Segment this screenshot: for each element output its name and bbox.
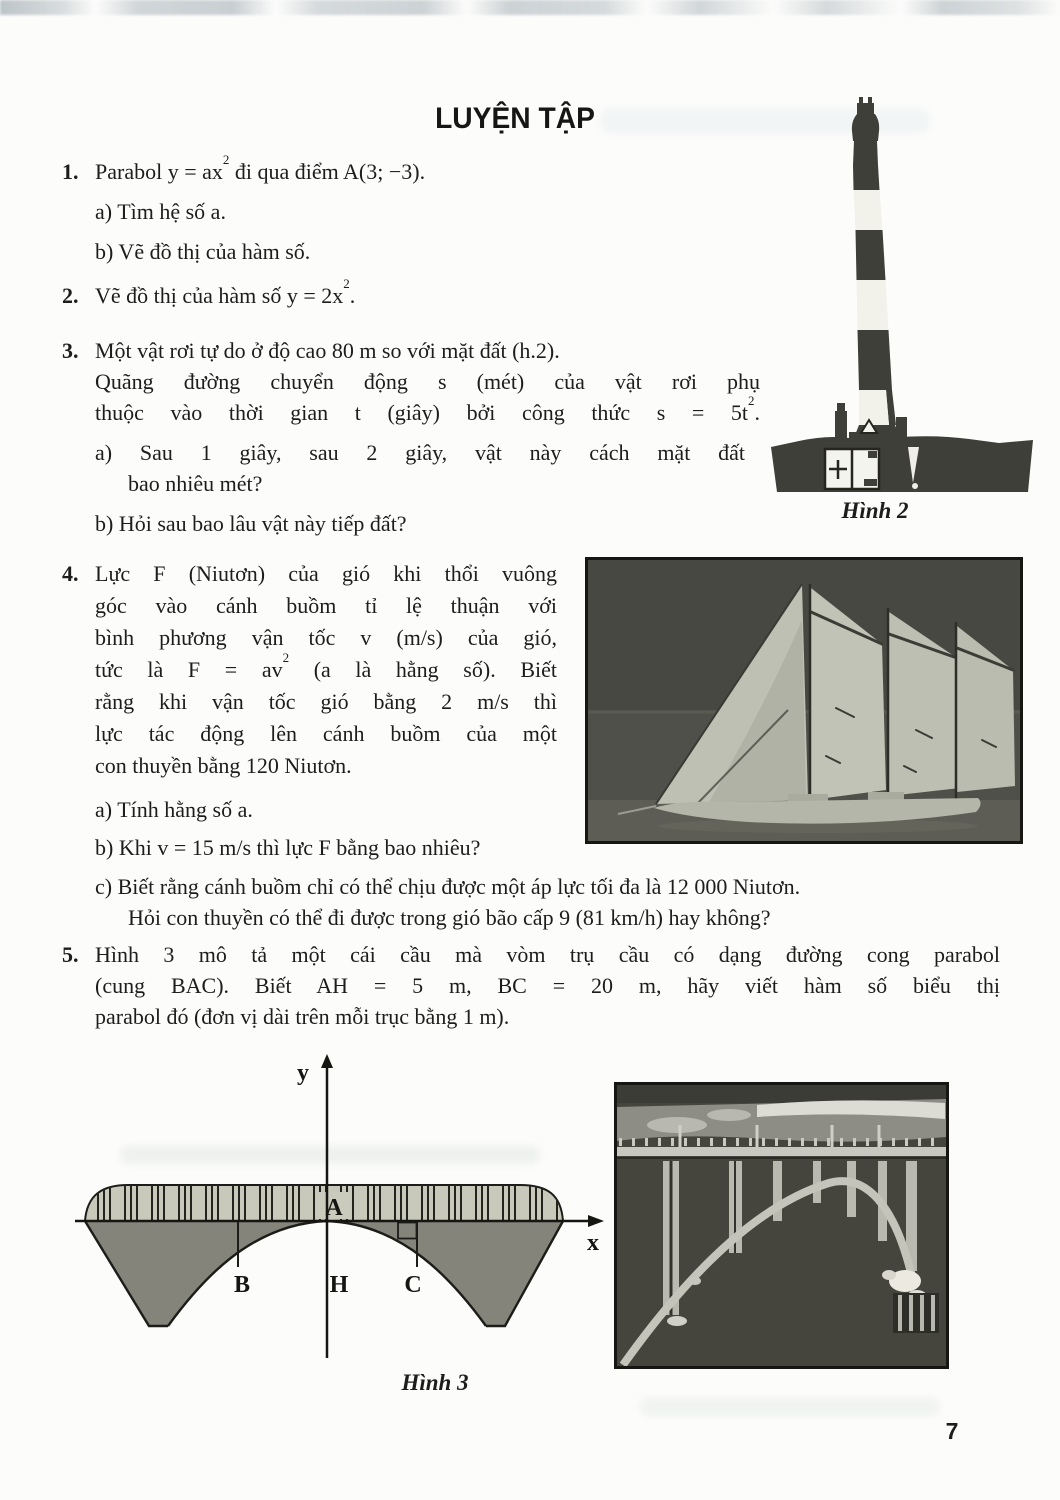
text-line: parabol đó (đơn vị dài trên mỗi trục bằng 1 m). [95,1004,510,1029]
text-line: tức là $F = av^2$ (a là hằng số). Biết [95,649,557,682]
text-line: b) Hỏi sau bao lâu vật này tiếp đất? [95,511,407,536]
point-label-A: A [325,1195,343,1221]
text-line: b) Vẽ đồ thị của hàm số. [95,239,311,264]
text-line: Một vật rơi tự do ở độ cao 80 m so với mặt đất (h.2). [95,338,560,363]
lighthouse-ground [771,432,1033,492]
axis-label-y: y [297,1060,309,1086]
exercise-number: 1. [62,159,79,184]
superscript: 2 [748,392,755,408]
superscript: 2 [282,649,290,665]
figure-lighthouse-illustration [765,95,1040,495]
text-line: bao nhiêu mét? [128,471,263,496]
point-label-C: C [404,1272,422,1298]
text-line: c) Biết rằng cánh buồm chỉ có thể chịu được một áp lực tối đa là 12 000 Niutơn. [95,874,801,899]
page-title: LUYỆN TẬP [435,102,595,135]
exercise-4-item-c [95,871,1002,933]
text-line: Hình 3 mô tả một cái cầu mà vòm trụ cầu có dạng đường cong parabol [95,942,1000,967]
text-line: Hỏi con thuyền có thể đi được trong gió bão cấp 9 (81 km/h) hay không? [128,905,771,930]
exercise-5 [62,939,1002,1032]
text-line: Vẽ đồ thị của hàm số $y = 2x^2$. [95,275,356,308]
figure-3-caption: Hình 3 [401,1370,469,1395]
text-line: a) Sau 1 giây, sau 2 giây, vật này cách mặt đất [95,440,745,465]
axis-label-x: x [587,1230,599,1256]
bleed-smudge [640,1398,940,1416]
text-line: lực tác động lên cánh buồm của một [95,721,557,746]
text-line: góc vào cánh buồm tỉ lệ thuận với [95,593,557,618]
text-line: con thuyền bằng 120 Niutơn. [95,753,352,778]
text-line: Lực F (Niutơn) của gió khi thổi vuông [95,561,557,586]
text-line: thuộc vào thời gian t (giây) bởi công thức $s = 5t^2$. [95,392,760,425]
lighthouse-keeper-house [825,449,879,489]
point-label-H: H [329,1272,349,1298]
superscript: 2 [222,151,230,167]
figure-bridge-photo [614,1082,949,1369]
bleed-smudge [0,0,1060,15]
text-line: Parabol $y = ax^2$ đi qua điểm A(3; −3). [95,151,426,184]
text-line: rằng khi vận tốc gió bằng 2 m/s thì [95,689,557,714]
figure-sailboat-photo [585,557,1023,844]
exercise-number: 3. [62,338,79,363]
exercise-number: 4. [62,561,79,586]
text-line: a) Tính hằng số a. [95,797,253,822]
x-axis-arrow [588,1215,604,1227]
exercise-number: 5. [62,942,79,967]
text-line: a) Tìm hệ số a. [95,199,226,224]
text-line: Quãng đường chuyển động s (mét) của vật rơi phụ [95,369,760,394]
right-bank-structure [893,1293,939,1333]
text-line: (cung BAC). Biết AH = 5 m, BC = 20 m, hãy viết hàm số biểu thị [95,973,1000,998]
superscript: 2 [343,275,350,291]
text-line: b) Khi v = 15 m/s thì lực F bằng bao nhiêu? [95,835,481,860]
y-axis-arrow [321,1054,333,1068]
figure-2-caption: Hình 2 [841,498,909,523]
point-label-B: B [233,1272,251,1298]
arch-support-fill [85,1221,563,1326]
figure-bridge-diagram [40,1052,620,1372]
text-line: bình phương vận tốc v (m/s) của gió, [95,625,557,650]
page-number: 7 [945,1418,959,1444]
ground-white-dot [912,483,918,489]
exercise-number: 2. [62,283,79,308]
